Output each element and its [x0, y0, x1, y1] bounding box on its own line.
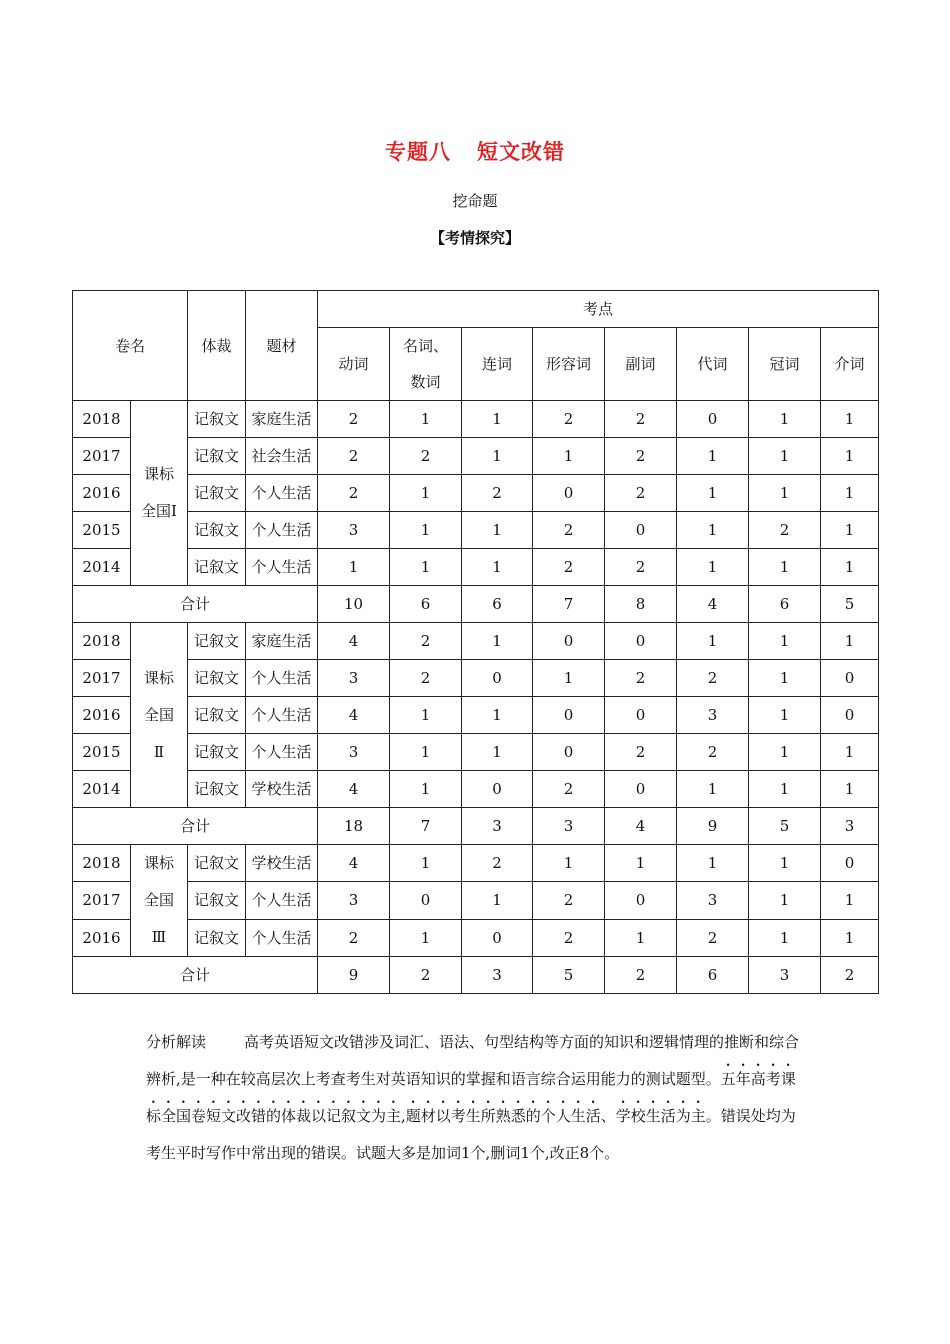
total-cell: 9	[318, 957, 390, 994]
subtitle: 挖命题	[452, 192, 498, 210]
year-cell: 2014	[73, 771, 131, 808]
point-header: 冠词	[749, 328, 821, 401]
value-cell: 1	[462, 734, 533, 771]
year-cell: 2016	[73, 919, 131, 956]
value-cell: 2	[677, 734, 749, 771]
topic-cell: 个人生活	[246, 919, 318, 956]
total-row	[73, 808, 879, 845]
genre-cell: 记叙文	[188, 845, 246, 882]
table-row	[73, 919, 879, 956]
value-cell: 2	[533, 771, 605, 808]
genre-cell: 记叙文	[188, 623, 246, 660]
total-cell: 3	[462, 808, 533, 845]
total-cell: 10	[318, 586, 390, 623]
value-cell: 0	[462, 919, 533, 956]
value-cell: 2	[605, 734, 677, 771]
value-cell: 2	[390, 438, 462, 475]
total-cell: 6	[390, 586, 462, 623]
point-header: 动词	[318, 328, 390, 401]
value-cell: 3	[318, 660, 390, 697]
genre-cell: 记叙文	[188, 512, 246, 549]
value-cell: 4	[318, 771, 390, 808]
value-cell: 1	[749, 919, 821, 956]
page-title	[0, 136, 950, 166]
year-cell: 2016	[73, 475, 131, 512]
value-cell: 1	[677, 438, 749, 475]
value-cell: 2	[605, 438, 677, 475]
value-cell: 2	[605, 660, 677, 697]
value-cell: 1	[462, 882, 533, 919]
value-cell: 0	[462, 660, 533, 697]
value-cell: 2	[318, 401, 390, 438]
value-cell: 1	[390, 475, 462, 512]
genre-cell: 记叙文	[188, 919, 246, 956]
total-row	[73, 957, 879, 994]
year-cell: 2016	[73, 697, 131, 734]
value-cell: 1	[821, 882, 879, 919]
point-header: 名词、数词	[390, 328, 462, 401]
analysis-paragraph	[146, 1024, 806, 1172]
analysis-text-emphasis: 五年高考课标全国卷短文改错的体裁以记叙文为主,题材以考生所熟悉的个人生活、学校生活为主。	[146, 1070, 796, 1125]
value-cell: 1	[821, 623, 879, 660]
value-cell: 1	[821, 549, 879, 586]
genre-cell: 记叙文	[188, 475, 246, 512]
total-cell: 18	[318, 808, 390, 845]
value-cell: 2	[605, 549, 677, 586]
total-cell: 9	[677, 808, 749, 845]
value-cell: 1	[749, 623, 821, 660]
value-cell: 1	[390, 919, 462, 956]
total-cell: 2	[605, 957, 677, 994]
year-cell: 2017	[73, 882, 131, 919]
value-cell: 1	[821, 475, 879, 512]
title-part2: 短文改错	[477, 140, 565, 164]
analysis-text-1: 高考英语短文改错涉及词汇、语法、句型结构等方面的知识和逻辑情理的推断和综合辨析,是一种在较高层次上考查考生对英语知识的掌握和语言综合运用能力的测试题型。	[146, 1033, 800, 1088]
year-cell: 2017	[73, 660, 131, 697]
value-cell: 1	[821, 919, 879, 956]
year-cell: 2017	[73, 438, 131, 475]
value-cell: 1	[749, 438, 821, 475]
value-cell: 2	[605, 401, 677, 438]
total-cell: 2	[821, 957, 879, 994]
table-row	[73, 401, 879, 438]
table-row	[73, 882, 879, 919]
table-row	[73, 697, 879, 734]
year-cell: 2018	[73, 845, 131, 882]
point-header: 介词	[821, 328, 879, 401]
total-cell: 3	[749, 957, 821, 994]
value-cell: 1	[821, 734, 879, 771]
value-cell: 0	[605, 882, 677, 919]
value-cell: 2	[462, 845, 533, 882]
value-cell: 1	[533, 845, 605, 882]
value-cell: 1	[677, 845, 749, 882]
value-cell: 1	[390, 549, 462, 586]
value-cell: 1	[318, 549, 390, 586]
value-cell: 1	[821, 771, 879, 808]
table-row	[73, 771, 879, 808]
value-cell: 1	[390, 734, 462, 771]
value-cell: 4	[318, 697, 390, 734]
paper-name-cell: 课标全国Ⅲ	[131, 845, 188, 957]
genre-cell: 记叙文	[188, 734, 246, 771]
value-cell: 1	[605, 919, 677, 956]
value-cell: 2	[390, 623, 462, 660]
value-cell: 3	[318, 734, 390, 771]
value-cell: 0	[605, 697, 677, 734]
point-header: 形容词	[533, 328, 605, 401]
header-kaodian: 考点	[318, 291, 879, 328]
value-cell: 1	[749, 660, 821, 697]
value-cell: 1	[533, 660, 605, 697]
value-cell: 1	[462, 401, 533, 438]
total-cell: 6	[677, 957, 749, 994]
value-cell: 0	[533, 697, 605, 734]
total-label: 合计	[73, 586, 318, 623]
value-cell: 1	[749, 845, 821, 882]
total-cell: 6	[462, 586, 533, 623]
value-cell: 1	[677, 549, 749, 586]
table-row	[73, 660, 879, 697]
value-cell: 1	[462, 512, 533, 549]
value-cell: 0	[821, 660, 879, 697]
total-cell: 3	[821, 808, 879, 845]
value-cell: 1	[462, 623, 533, 660]
total-cell: 7	[533, 586, 605, 623]
header-topic: 题材	[246, 291, 318, 401]
genre-cell: 记叙文	[188, 697, 246, 734]
topic-cell: 个人生活	[246, 475, 318, 512]
year-cell: 2014	[73, 549, 131, 586]
genre-cell: 记叙文	[188, 438, 246, 475]
header-juanming: 卷名	[73, 291, 188, 401]
topic-cell: 个人生活	[246, 512, 318, 549]
total-row	[73, 586, 879, 623]
value-cell: 0	[677, 401, 749, 438]
value-cell: 1	[462, 438, 533, 475]
topic-cell: 学校生活	[246, 845, 318, 882]
value-cell: 2	[533, 512, 605, 549]
value-cell: 0	[605, 623, 677, 660]
value-cell: 4	[318, 845, 390, 882]
total-cell: 7	[390, 808, 462, 845]
value-cell: 1	[821, 401, 879, 438]
analysis-label: 分析解读	[146, 1033, 207, 1051]
value-cell: 0	[390, 882, 462, 919]
value-cell: 0	[462, 771, 533, 808]
topic-cell: 家庭生活	[246, 401, 318, 438]
value-cell: 1	[390, 401, 462, 438]
value-cell: 0	[533, 734, 605, 771]
total-cell: 4	[677, 586, 749, 623]
section-heading: 【考情探究】	[429, 229, 520, 247]
total-label: 合计	[73, 957, 318, 994]
genre-cell: 记叙文	[188, 401, 246, 438]
table-row	[73, 845, 879, 882]
value-cell: 1	[749, 549, 821, 586]
value-cell: 1	[462, 549, 533, 586]
total-cell: 2	[390, 957, 462, 994]
total-cell: 3	[533, 808, 605, 845]
total-cell: 6	[749, 586, 821, 623]
value-cell: 2	[677, 919, 749, 956]
value-cell: 1	[749, 697, 821, 734]
value-cell: 1	[390, 771, 462, 808]
point-header: 连词	[462, 328, 533, 401]
value-cell: 3	[318, 512, 390, 549]
value-cell: 1	[821, 512, 879, 549]
genre-cell: 记叙文	[188, 882, 246, 919]
year-cell: 2015	[73, 734, 131, 771]
value-cell: 1	[749, 771, 821, 808]
value-cell: 2	[533, 882, 605, 919]
value-cell: 3	[318, 882, 390, 919]
value-cell: 0	[821, 697, 879, 734]
value-cell: 3	[677, 697, 749, 734]
value-cell: 1	[390, 845, 462, 882]
topic-cell: 个人生活	[246, 549, 318, 586]
table-row	[73, 475, 879, 512]
value-cell: 2	[318, 438, 390, 475]
genre-cell: 记叙文	[188, 549, 246, 586]
genre-cell: 记叙文	[188, 660, 246, 697]
value-cell: 2	[318, 475, 390, 512]
total-cell: 8	[605, 586, 677, 623]
value-cell: 2	[318, 919, 390, 956]
title-part1: 专题八	[385, 140, 451, 164]
value-cell: 0	[605, 512, 677, 549]
total-cell: 5	[821, 586, 879, 623]
topic-cell: 社会生活	[246, 438, 318, 475]
topic-cell: 家庭生活	[246, 623, 318, 660]
analysis-text-2: 错误处均为考生平时写作中常出现的错误。试题大多是加词1个,删词1个,改正8个。	[146, 1107, 796, 1162]
total-cell: 5	[533, 957, 605, 994]
value-cell: 1	[677, 771, 749, 808]
value-cell: 3	[677, 882, 749, 919]
value-cell: 1	[677, 623, 749, 660]
total-cell: 4	[605, 808, 677, 845]
value-cell: 1	[390, 697, 462, 734]
exam-stats-table	[72, 290, 879, 994]
year-cell: 2015	[73, 512, 131, 549]
value-cell: 0	[533, 475, 605, 512]
total-cell: 5	[749, 808, 821, 845]
topic-cell: 个人生活	[246, 882, 318, 919]
value-cell: 2	[533, 919, 605, 956]
topic-cell: 学校生活	[246, 771, 318, 808]
value-cell: 0	[605, 771, 677, 808]
topic-cell: 个人生活	[246, 734, 318, 771]
value-cell: 1	[821, 438, 879, 475]
value-cell: 1	[749, 475, 821, 512]
year-cell: 2018	[73, 623, 131, 660]
value-cell: 4	[318, 623, 390, 660]
paper-name-cell: 课标全国Ⅰ	[131, 401, 188, 586]
table-row	[73, 734, 879, 771]
value-cell: 2	[749, 512, 821, 549]
value-cell: 2	[605, 475, 677, 512]
total-label: 合计	[73, 808, 318, 845]
value-cell: 2	[533, 401, 605, 438]
table-row	[73, 512, 879, 549]
value-cell: 1	[390, 512, 462, 549]
value-cell: 1	[462, 697, 533, 734]
value-cell: 0	[533, 623, 605, 660]
total-cell: 3	[462, 957, 533, 994]
value-cell: 1	[749, 734, 821, 771]
value-cell: 1	[677, 512, 749, 549]
value-cell: 2	[533, 549, 605, 586]
value-cell: 0	[821, 845, 879, 882]
topic-cell: 个人生活	[246, 697, 318, 734]
value-cell: 1	[677, 475, 749, 512]
point-header: 副词	[605, 328, 677, 401]
table-row	[73, 549, 879, 586]
year-cell: 2018	[73, 401, 131, 438]
table-row	[73, 623, 879, 660]
value-cell: 2	[677, 660, 749, 697]
value-cell: 1	[749, 882, 821, 919]
table-row	[73, 438, 879, 475]
value-cell: 2	[462, 475, 533, 512]
value-cell: 2	[390, 660, 462, 697]
point-header: 代词	[677, 328, 749, 401]
genre-cell: 记叙文	[188, 771, 246, 808]
value-cell: 1	[605, 845, 677, 882]
header-ticai: 体裁	[188, 291, 246, 401]
value-cell: 1	[749, 401, 821, 438]
topic-cell: 个人生活	[246, 660, 318, 697]
value-cell: 1	[533, 438, 605, 475]
paper-name-cell: 课标全国Ⅱ	[131, 623, 188, 808]
